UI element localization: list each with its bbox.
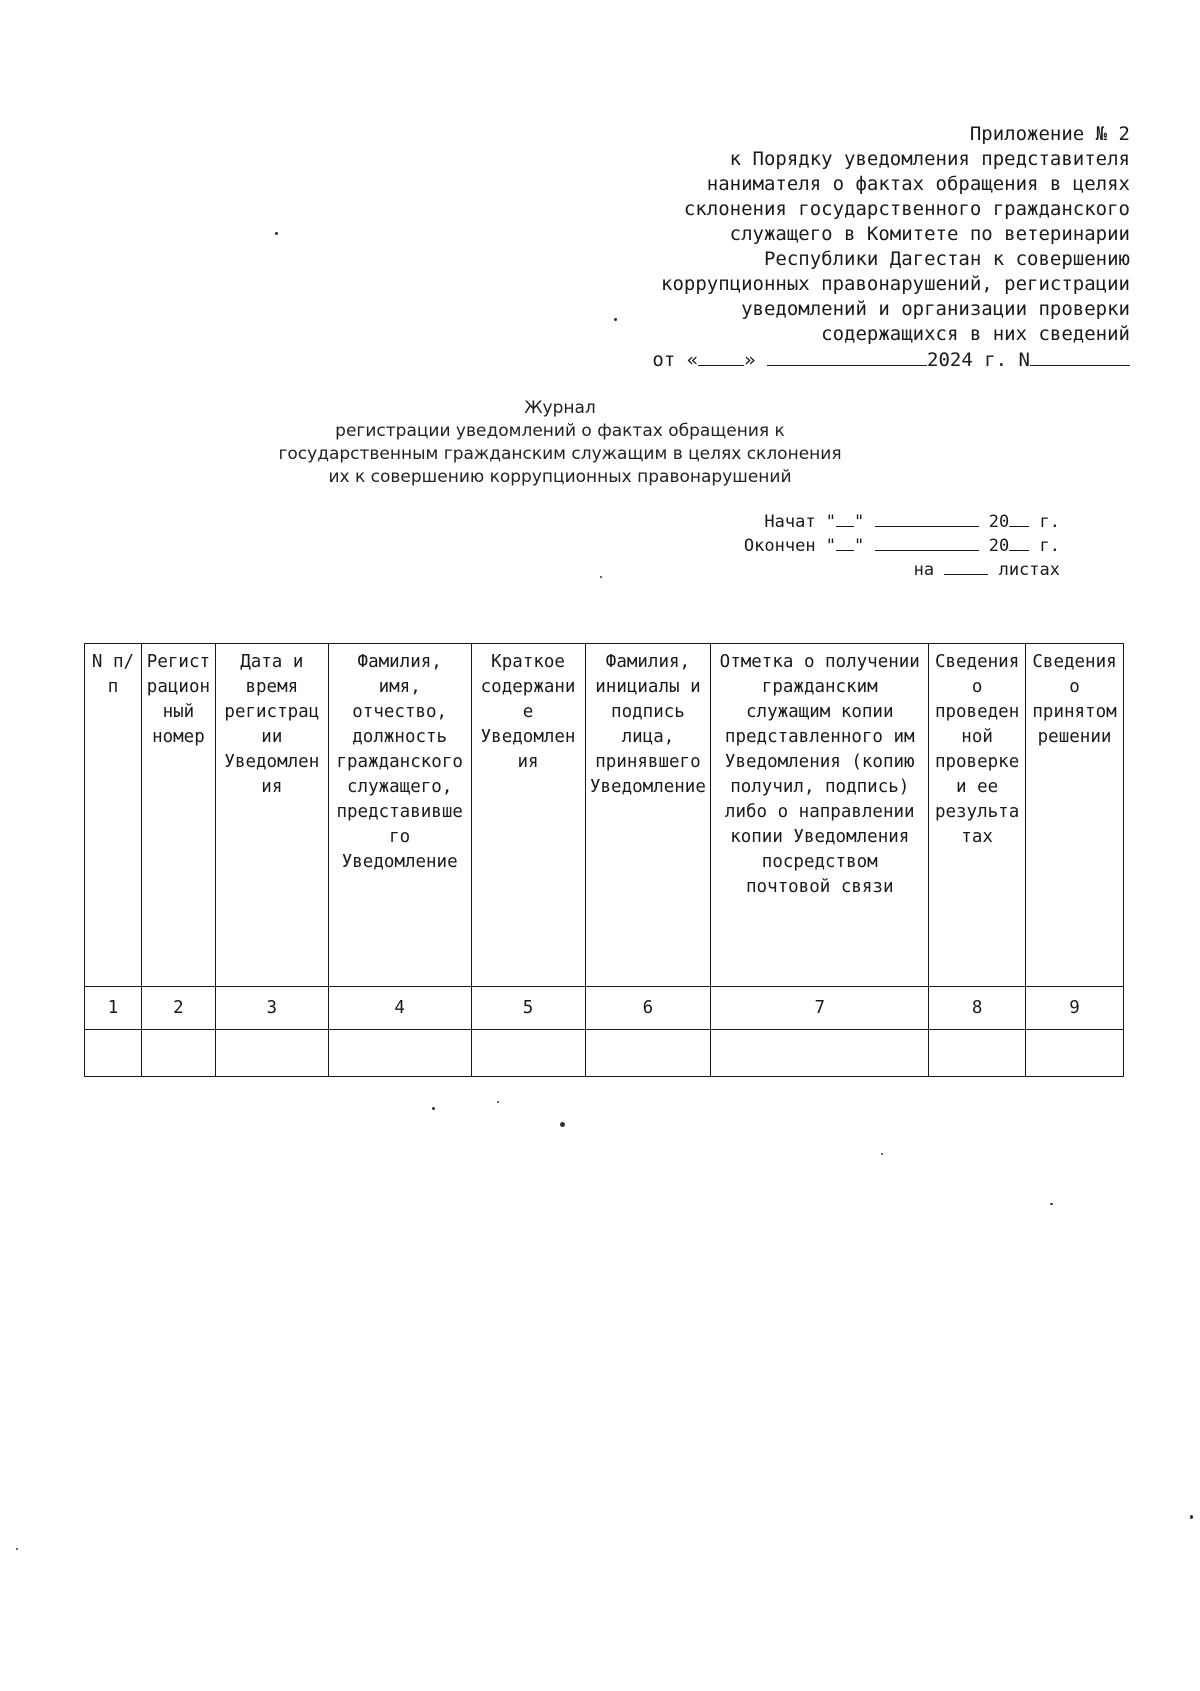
scan-speck bbox=[560, 1122, 565, 1127]
year-prefix: 20 bbox=[988, 536, 1010, 556]
annex-line: Республики Дагестан к совершению bbox=[763, 248, 1130, 270]
table-cell bbox=[1026, 1030, 1124, 1077]
header-cell-check-results: Сведения о проведенной проверке и ее результатах bbox=[929, 644, 1026, 987]
sheets-row bbox=[660, 558, 1060, 582]
sheets-prefix: на bbox=[913, 560, 935, 580]
journal-title-line: их к совершению коррупционных правонарушений bbox=[328, 467, 792, 487]
column-number: 7 bbox=[711, 987, 929, 1030]
year-suffix: г. bbox=[1039, 536, 1060, 556]
table-cell bbox=[85, 1030, 142, 1077]
started-month-blank bbox=[875, 510, 979, 527]
scan-speck bbox=[275, 232, 278, 235]
journal-table bbox=[84, 643, 1124, 1077]
scan-speck bbox=[497, 1101, 499, 1103]
table-cell bbox=[711, 1030, 929, 1077]
journal-title-line: регистрации уведомлений о фактах обращения к bbox=[335, 421, 785, 441]
column-number: 4 bbox=[328, 987, 471, 1030]
table-cell bbox=[585, 1030, 711, 1077]
header-cell-summary: Краткое содержание Уведомления bbox=[471, 644, 585, 987]
ended-month-blank bbox=[875, 534, 979, 551]
started-row bbox=[660, 510, 1060, 534]
table-row bbox=[85, 1030, 1124, 1077]
column-number: 2 bbox=[141, 987, 215, 1030]
year-prefix: 20 bbox=[988, 512, 1010, 532]
column-number: 5 bbox=[471, 987, 585, 1030]
header-cell-registration-number: Регистрационный номер bbox=[141, 644, 215, 987]
scan-speck bbox=[1050, 1203, 1053, 1205]
started-label: Начат " bbox=[764, 512, 837, 532]
column-number: 1 bbox=[85, 987, 142, 1030]
annex-line: содержащихся в них сведений bbox=[821, 323, 1130, 345]
register-period bbox=[660, 510, 1060, 582]
from-prefix: от « bbox=[652, 349, 699, 371]
scan-speck bbox=[881, 1153, 883, 1155]
column-number: 8 bbox=[929, 987, 1026, 1030]
table-cell bbox=[471, 1030, 585, 1077]
header-row bbox=[85, 644, 1124, 987]
scan-speck bbox=[432, 1107, 435, 1110]
quote-close: " bbox=[854, 512, 865, 532]
sheets-blank bbox=[944, 558, 988, 575]
header-cell-copy-receipt: Отметка о получении гражданским служащим копии представленного им Уведомления (копию получил, подпись) либо о направлении копии Уведомления посредством почтовой связи bbox=[711, 644, 929, 987]
scan-speck bbox=[1190, 1515, 1193, 1519]
annex-heading bbox=[510, 122, 1130, 373]
journal-title bbox=[200, 397, 920, 489]
day-blank bbox=[698, 347, 744, 366]
header-cell-registration-datetime: Дата и время регистрации Уведомления bbox=[215, 644, 328, 987]
number-blank bbox=[1030, 347, 1130, 366]
year-suffix: г. bbox=[1039, 512, 1060, 532]
scan-speck bbox=[16, 1548, 18, 1550]
journal-title-line: государственным гражданским служащим в целях склонения bbox=[278, 444, 842, 464]
started-day-blank bbox=[836, 510, 854, 527]
month-blank bbox=[767, 347, 927, 366]
ended-day-blank bbox=[836, 534, 854, 551]
annex-line: служащего в Комитете по ветеринарии bbox=[729, 223, 1130, 245]
ended-year-blank bbox=[1009, 534, 1029, 551]
from-quote-close: » bbox=[744, 349, 756, 371]
table-cell bbox=[929, 1030, 1026, 1077]
annex-line: склонения государственного гражданского bbox=[683, 198, 1130, 220]
sheets-suffix: листах bbox=[998, 560, 1060, 580]
annex-line: Приложение № 2 bbox=[969, 123, 1130, 145]
annex-line: нанимателя о фактах обращения в целях bbox=[706, 173, 1130, 195]
header-cell-employee-name: Фамилия, имя, отчество, должность гражданского служащего, представившего Уведомление bbox=[328, 644, 471, 987]
ended-label: Окончен " bbox=[743, 536, 837, 556]
column-number-row bbox=[85, 987, 1124, 1030]
annex-line: к Порядку уведомления представителя bbox=[729, 148, 1130, 170]
header-cell-receiver: Фамилия, инициалы и подпись лица, принявшего Уведомление bbox=[585, 644, 711, 987]
table-cell bbox=[215, 1030, 328, 1077]
year-text: 2024 г. N bbox=[927, 349, 1030, 371]
ended-row bbox=[660, 534, 1060, 558]
started-year-blank bbox=[1009, 510, 1029, 527]
annex-line: коррупционных правонарушений, регистрации bbox=[661, 273, 1130, 295]
scan-speck bbox=[600, 576, 602, 578]
table-cell bbox=[328, 1030, 471, 1077]
header-cell-number: N п/п bbox=[85, 644, 142, 987]
table-cell bbox=[141, 1030, 215, 1077]
scan-speck bbox=[614, 318, 617, 321]
journal-title-line: Журнал bbox=[524, 398, 596, 418]
column-number: 6 bbox=[585, 987, 711, 1030]
annex-line: уведомлений и организации проверки bbox=[741, 298, 1130, 320]
quote-close: " bbox=[854, 536, 865, 556]
column-number: 9 bbox=[1026, 987, 1124, 1030]
annex-date-line bbox=[510, 347, 1130, 373]
header-cell-decision: Сведения о принятом решении bbox=[1026, 644, 1124, 987]
column-number: 3 bbox=[215, 987, 328, 1030]
